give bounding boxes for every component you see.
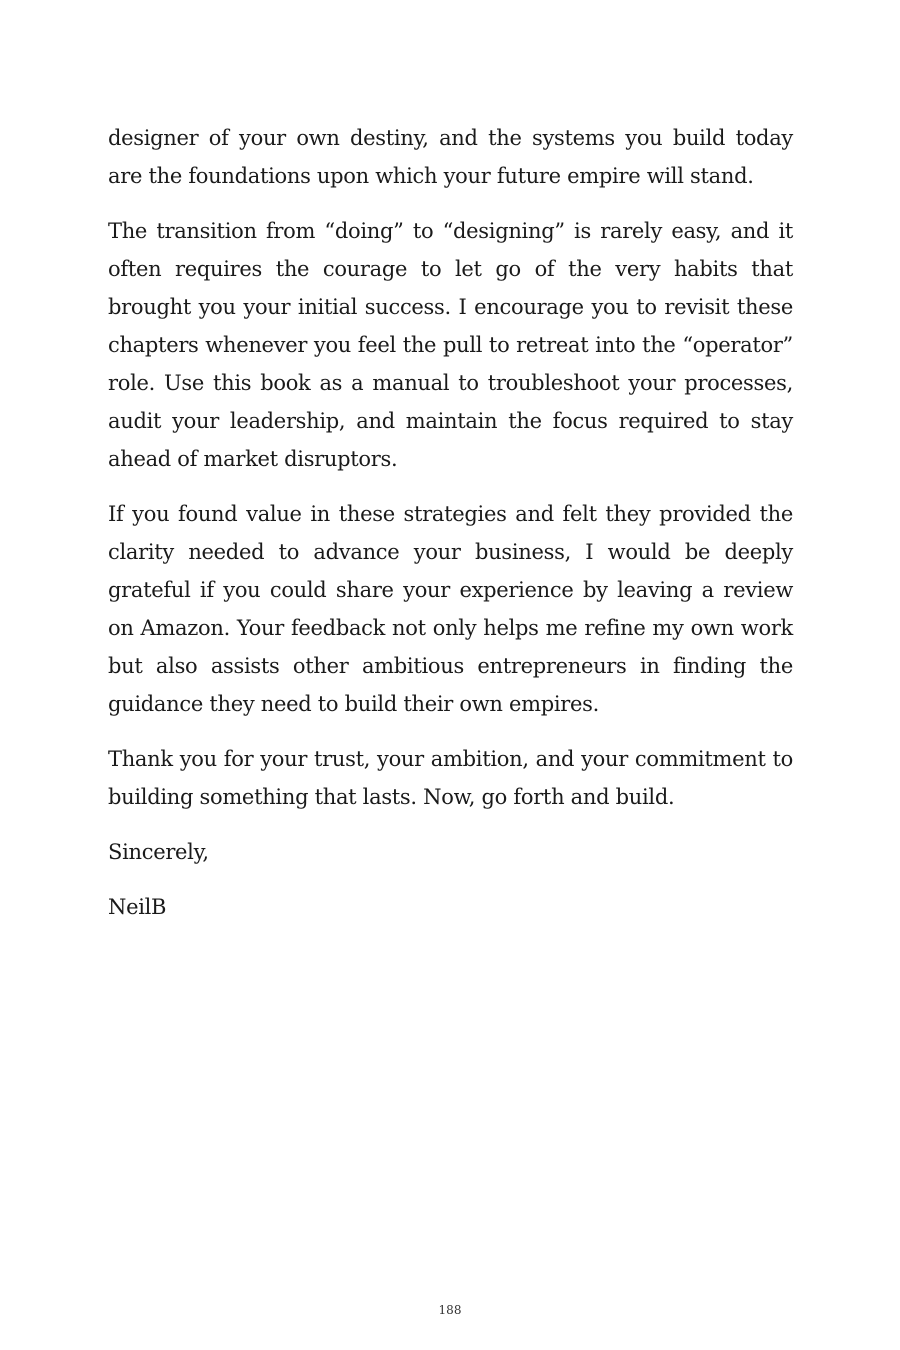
page-body — [108, 119, 793, 943]
paragraph-1: designer of your own destiny, and the systems you build today are the foundations upon which your future empire will stand. — [108, 126, 793, 188]
paragraph-3: If you found value in these strategies and felt they provided the clarity needed to advance your business, I would be deeply grateful if you could share your experience by leaving a review on Amazon. Your feedback not only helps me refine my own work but also assists other ambitious entrepreneurs in finding the guidance they need to build their own empires. — [108, 502, 793, 716]
page-number: 188 — [438, 1303, 462, 1317]
closing-line: Sincerely, — [108, 840, 209, 864]
signature: NeilB — [108, 895, 167, 919]
paragraph-4: Thank you for your trust, your ambition, and your commitment to building something that lasts. Now, go forth and build. — [108, 747, 793, 809]
paragraph-2: The transition from “doing” to “designing” is rarely easy, and it often requires the courage to let go of the very habits that brought you your initial success. I encourage you to revisit these chapters whenever you feel the pull to retreat into the “operator” role. Use this book as a manual to troubleshoot your processes, audit your leadership, and maintain the focus required to stay ahead of market disruptors. — [108, 219, 793, 471]
